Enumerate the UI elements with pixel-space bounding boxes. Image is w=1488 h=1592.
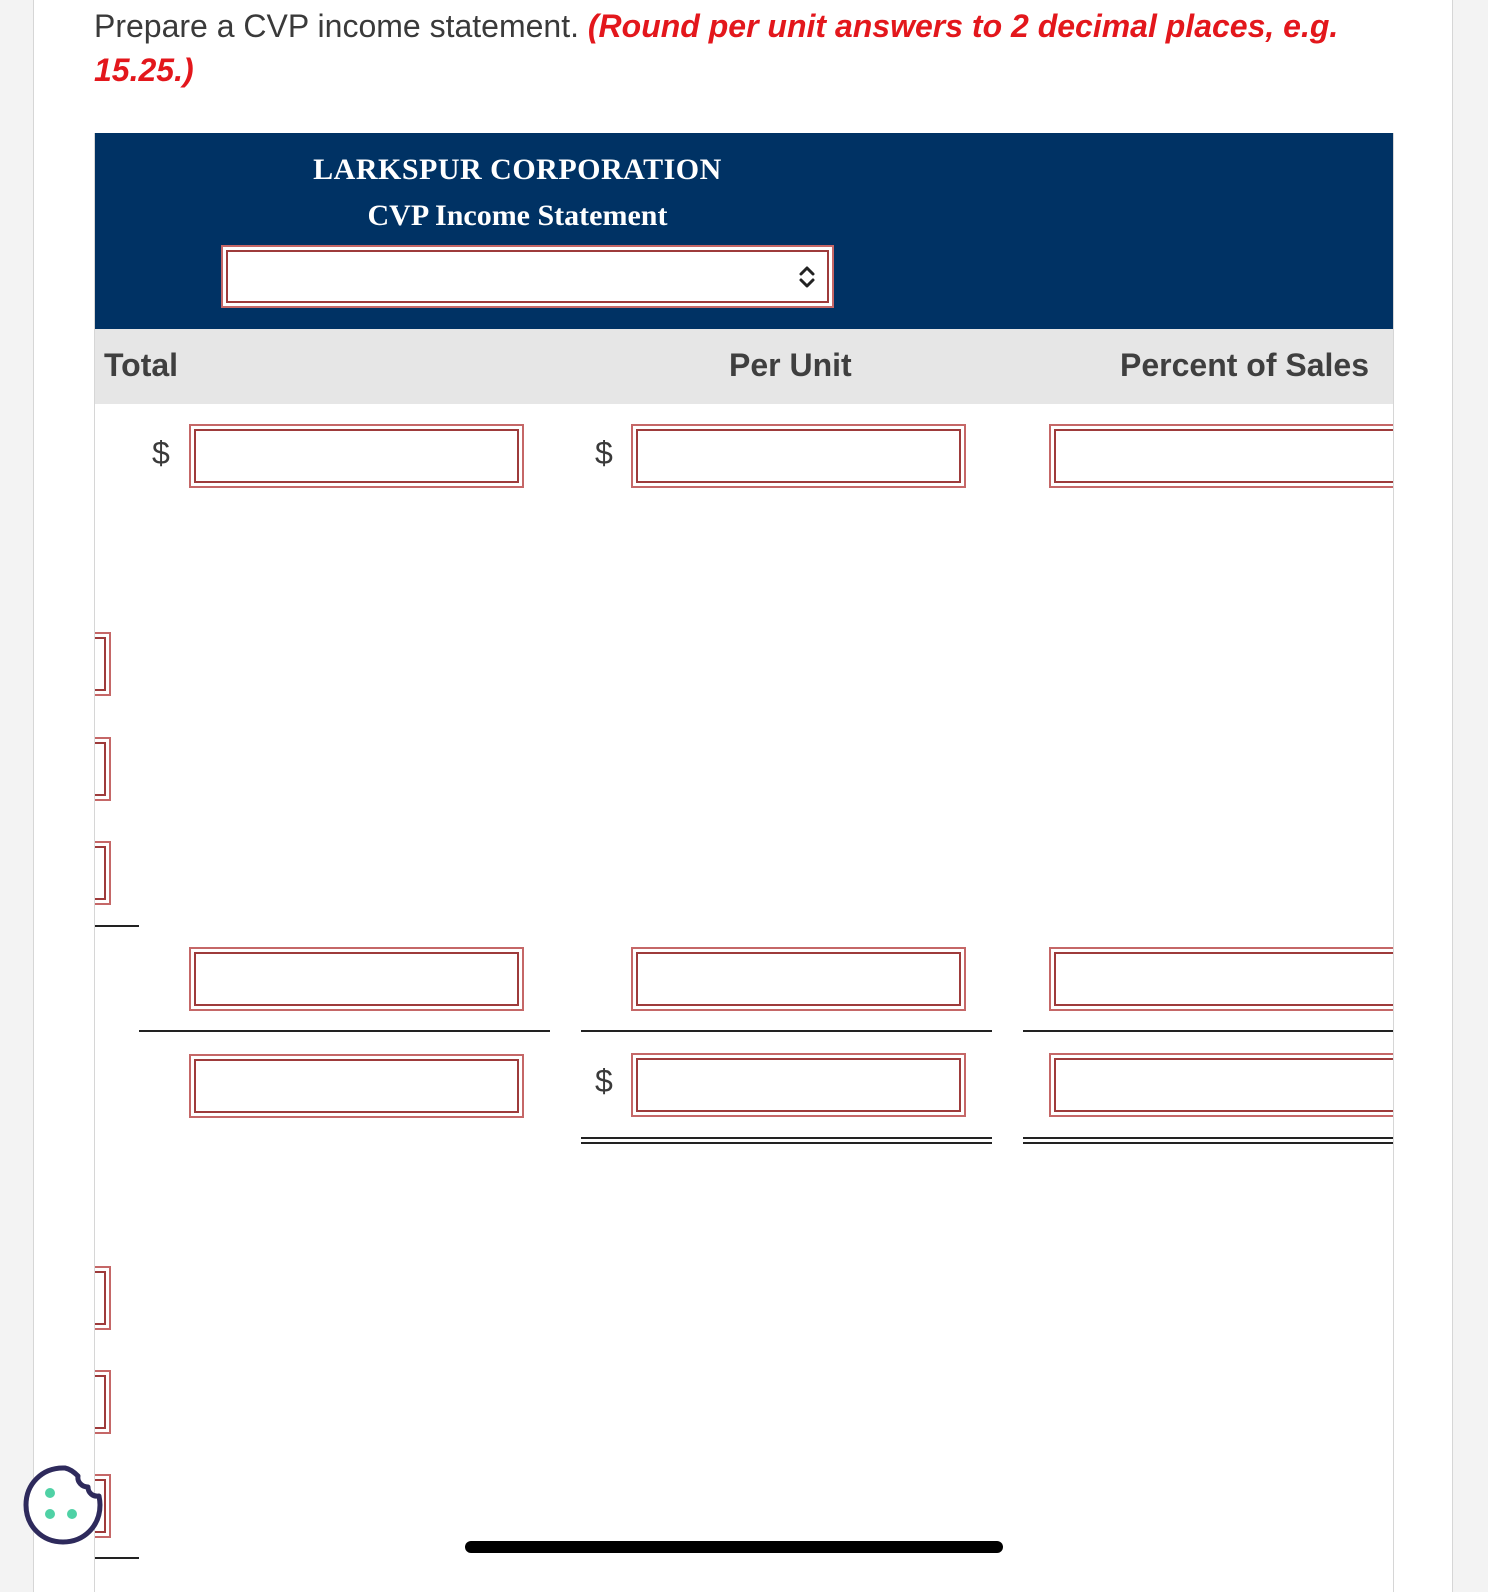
contribution-margin-per-unit-input[interactable]: [631, 1053, 966, 1117]
currency-symbol: $: [595, 435, 613, 471]
rounding-note: (Round per unit answers to 2 decimal places, e.g. 15.25.): [94, 8, 1339, 88]
fixed-cost-label-select-2[interactable]: [94, 1370, 111, 1434]
variable-cost-label-select-1[interactable]: [94, 632, 111, 696]
percent-double-rule: [1023, 1137, 1394, 1144]
contribution-margin-per-unit-field[interactable]: [640, 1062, 957, 1108]
period-select-dropdown[interactable]: [221, 245, 834, 308]
cookie-icon[interactable]: [22, 1464, 104, 1546]
currency-symbol: $: [152, 435, 170, 471]
variable-costs-percent-field[interactable]: [1058, 956, 1394, 1002]
sales-per-unit-field[interactable]: [640, 433, 957, 479]
fixed-cost-underline: [95, 1557, 139, 1559]
variable-cost-label-select-2[interactable]: [94, 737, 111, 801]
statement-title: CVP Income Statement: [367, 199, 668, 232]
variable-costs-total-field[interactable]: [198, 956, 515, 1002]
total-column-rule: [139, 1030, 550, 1032]
sales-per-unit-input[interactable]: [631, 424, 966, 488]
percent-column-rule: [1023, 1030, 1394, 1032]
variable-costs-total-input[interactable]: [189, 947, 524, 1011]
per-unit-double-rule: [581, 1137, 992, 1144]
column-headers: [95, 329, 1394, 404]
statement-header: [95, 133, 1394, 329]
contribution-margin-total-field[interactable]: [198, 1063, 515, 1109]
variable-cost-label-select-3[interactable]: [94, 841, 111, 905]
subtotal-underline: [95, 925, 139, 927]
contribution-margin-percent-field[interactable]: [1058, 1062, 1394, 1108]
column-header-per-unit: Per Unit: [729, 347, 852, 383]
fixed-cost-label-select-1[interactable]: [94, 1266, 111, 1330]
instruction-main: Prepare a CVP income statement.: [94, 8, 579, 44]
variable-costs-percent-input[interactable]: [1049, 947, 1394, 1011]
sales-total-input[interactable]: [189, 424, 524, 488]
sales-percent-input[interactable]: [1049, 424, 1394, 488]
sales-total-field[interactable]: [198, 433, 515, 479]
contribution-margin-total-input[interactable]: [189, 1054, 524, 1118]
chevron-up-down-icon: [796, 263, 818, 291]
column-header-total: Total: [104, 347, 179, 383]
company-name: LARKSPUR CORPORATION: [313, 153, 722, 186]
per-unit-column-rule: [581, 1030, 992, 1032]
cvp-statement-table: [94, 133, 1394, 1592]
variable-costs-per-unit-input[interactable]: [631, 947, 966, 1011]
column-header-percent-of-sales: Percent of Sales: [1120, 347, 1369, 383]
sales-percent-field[interactable]: [1058, 433, 1394, 479]
instruction-text: [94, 4, 1394, 92]
contribution-margin-percent-input[interactable]: [1049, 1053, 1394, 1117]
currency-symbol: $: [595, 1063, 613, 1099]
variable-costs-per-unit-field[interactable]: [640, 956, 957, 1002]
home-indicator: [465, 1541, 1003, 1553]
